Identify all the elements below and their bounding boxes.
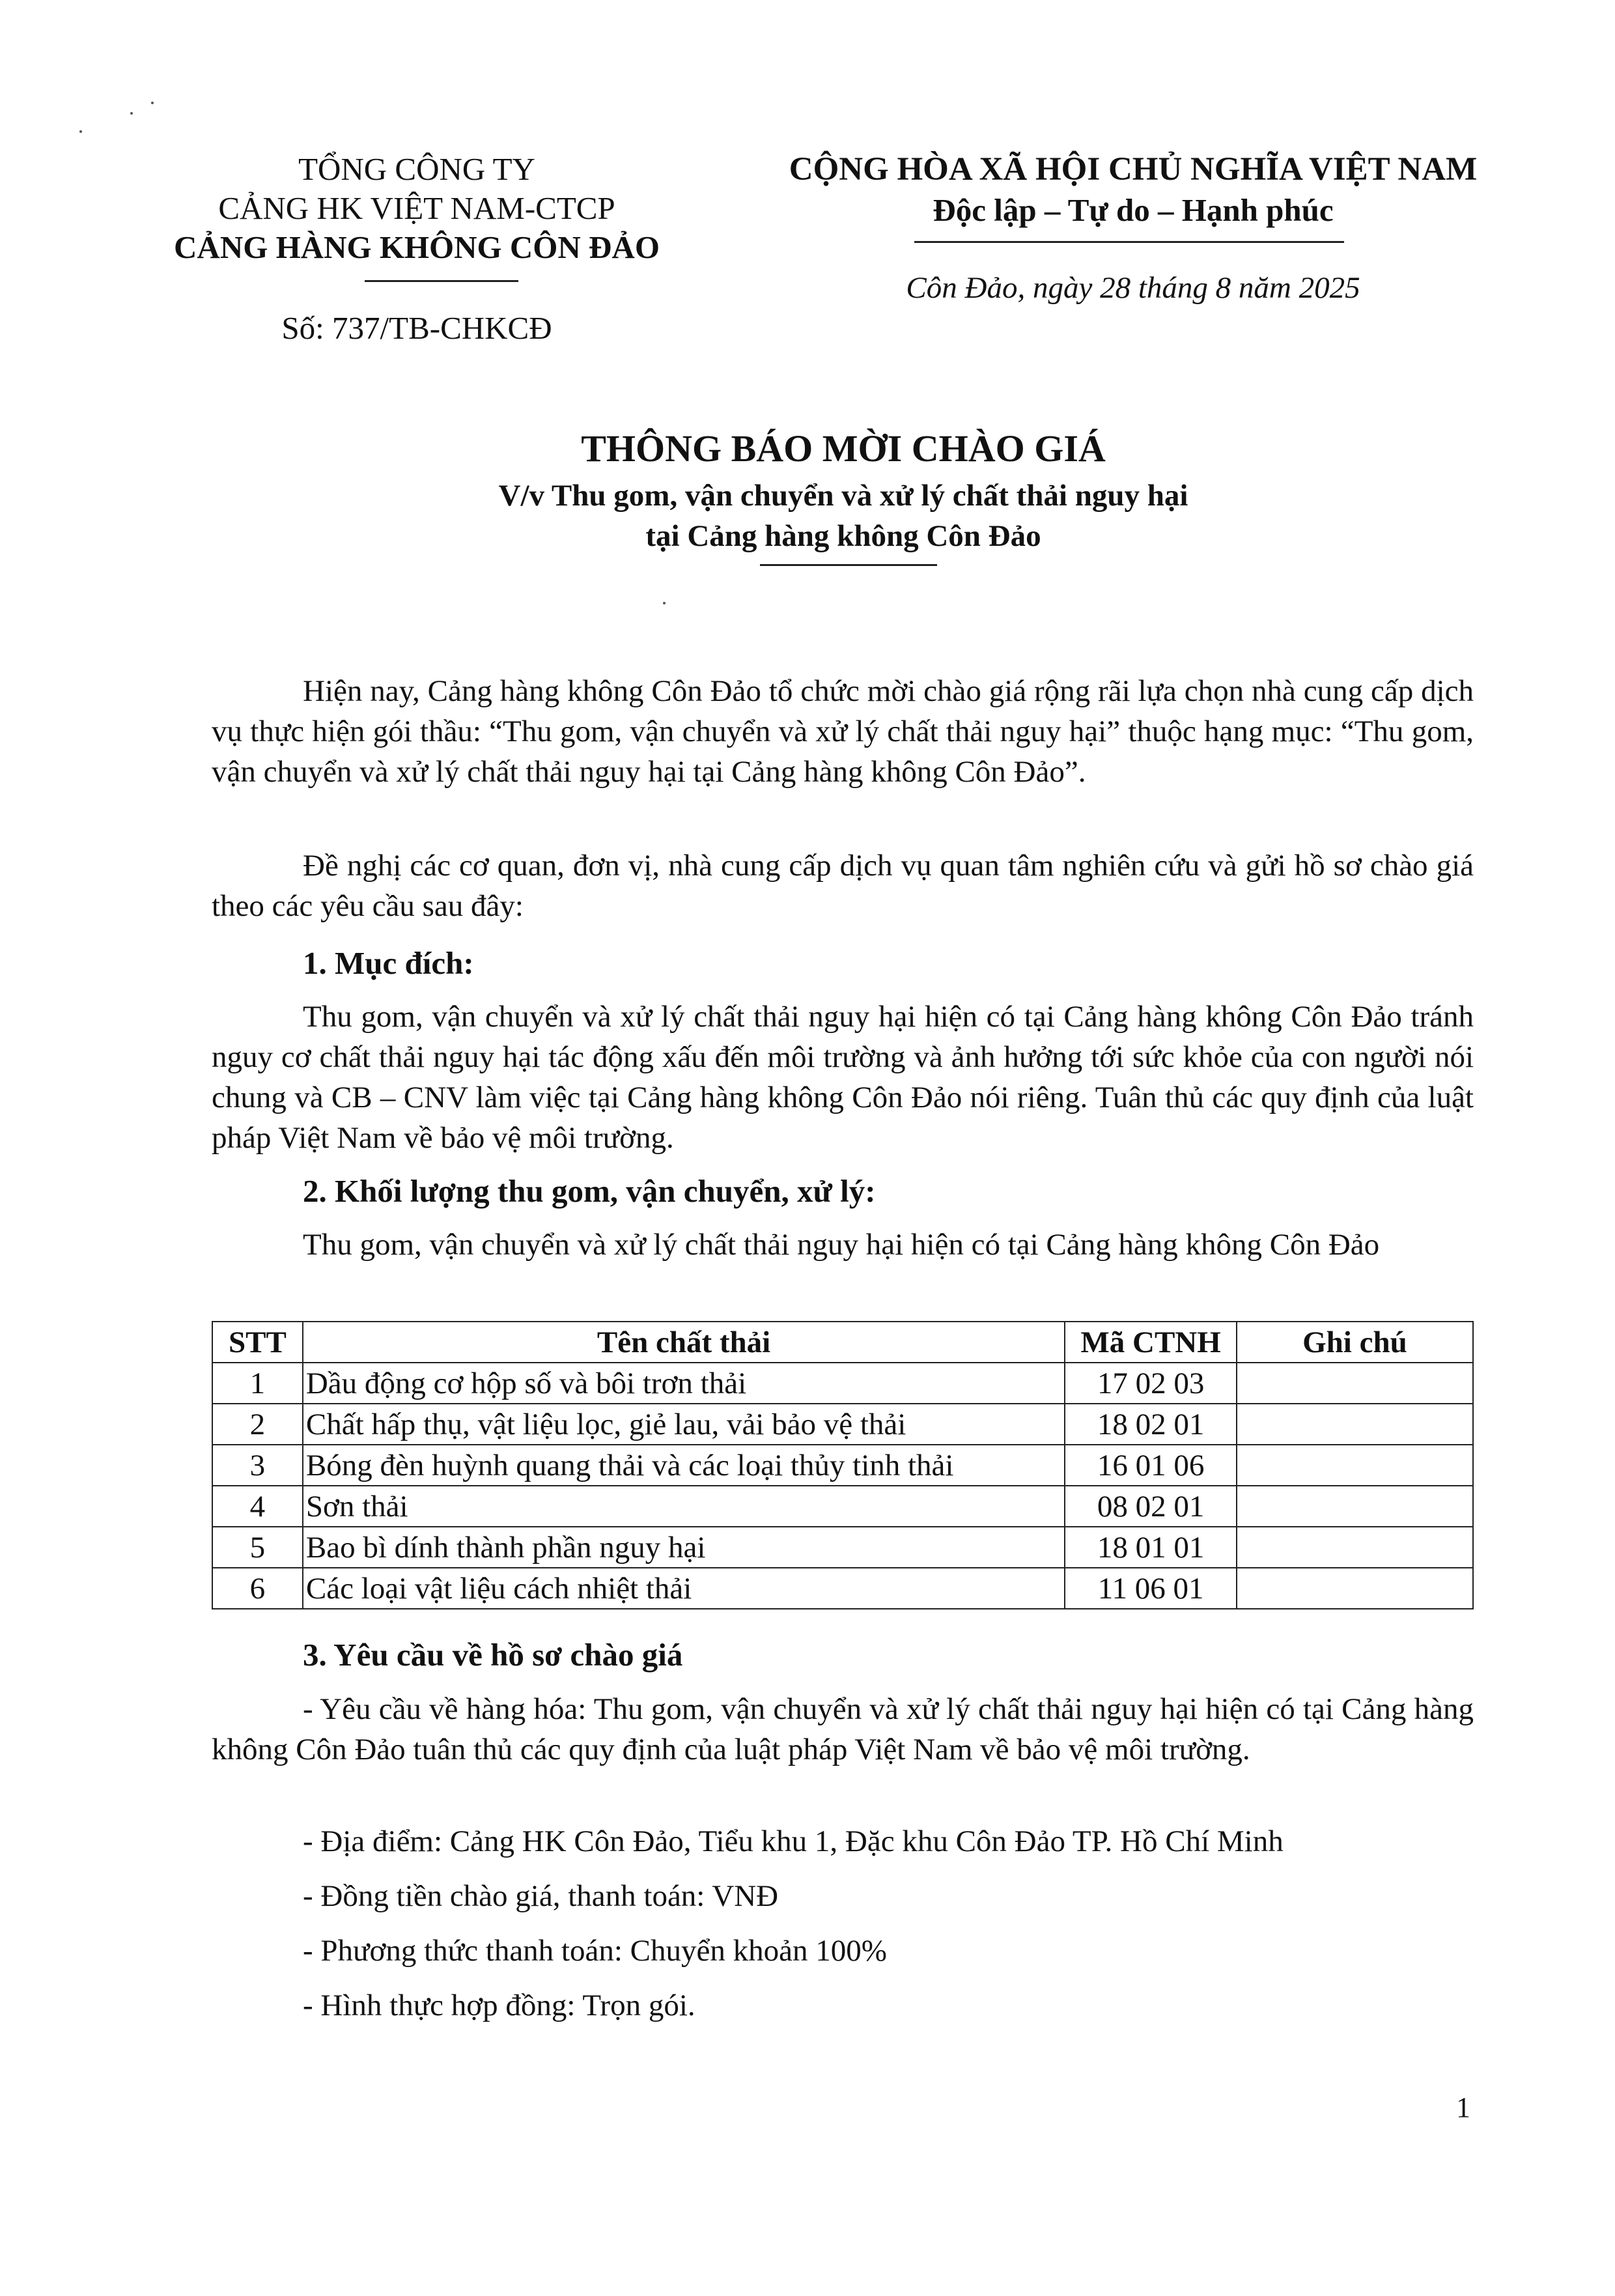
country-name: CỘNG HÒA XÃ HỘI CHỦ NGHĨA VIỆT NAM — [789, 151, 1478, 188]
section2-text: Thu gom, vận chuyển và xử lý chất thải nguy hại hiện có tại Cảng hàng không Côn Đảo — [303, 1228, 1380, 1262]
scan-speck — [79, 130, 82, 133]
table-row — [212, 1568, 1473, 1609]
cell-stt: 6 — [212, 1568, 303, 1609]
cell-waste-name: Chất hấp thụ, vật liệu lọc, giẻ lau, vải bảo vệ thải — [303, 1404, 1065, 1445]
cell-stt: 1 — [212, 1363, 303, 1404]
cell-waste-name: Các loại vật liệu cách nhiệt thải — [303, 1568, 1065, 1609]
intro-paragraph: Hiện nay, Cảng hàng không Côn Đảo tổ chức mời chào giá rộng rãi lựa chọn nhà cung cấp dịch vụ thực hiện gói thầu: “Thu gom, vận chuyển và xử lý chất thải nguy hại” thuộc hạng mục: “Thu gom, vận chuyển và xử lý chất thải nguy hại tại Cảng hàng không Côn Đảo”. — [212, 674, 1474, 789]
document-number: Số: 737/TB-CHKCĐ — [281, 310, 552, 346]
cell-ctnh-code: 18 01 01 — [1065, 1527, 1237, 1568]
cell-waste-name: Bóng đèn huỳnh quang thải và các loại thủy tinh thải — [303, 1445, 1065, 1486]
issuer-block — [130, 150, 703, 267]
national-motto: Độc lập – Tự do – Hạnh phúc — [933, 192, 1334, 228]
col-header-waste-name: Tên chất thải — [303, 1322, 1065, 1363]
requirement-location: - Địa điểm: Cảng HK Côn Đảo, Tiểu khu 1, Đặc khu Côn Đảo TP. Hồ Chí Minh — [303, 1824, 1284, 1858]
request-paragraph: Đề nghị các cơ quan, đơn vị, nhà cung cấp dịch vụ quan tâm nghiên cứu và gửi hồ sơ chào giá theo các yêu cầu sau đây: — [212, 849, 1474, 923]
requirement-goods: - Yêu cầu về hàng hóa: Thu gom, vận chuyển và xử lý chất thải nguy hại hiện có tại Cảng hàng không Côn Đảo tuân thủ các quy định của luật pháp Việt Nam về bảo vệ môi trường. — [212, 1692, 1474, 1766]
table-row — [212, 1445, 1473, 1486]
page-number: 1 — [1456, 2091, 1470, 2123]
cell-note — [1237, 1363, 1473, 1404]
table-row — [212, 1404, 1473, 1445]
scan-speck — [130, 112, 133, 115]
cell-note — [1237, 1486, 1473, 1527]
section2-heading: 2. Khối lượng thu gom, vận chuyển, xử lý: — [303, 1173, 876, 1209]
place-date: Côn Đảo, ngày 28 tháng 8 năm 2025 — [906, 271, 1360, 305]
cell-ctnh-code: 18 02 01 — [1065, 1404, 1237, 1445]
cell-stt: 2 — [212, 1404, 303, 1445]
cell-waste-name: Dầu động cơ hộp số và bôi trơn thải — [303, 1363, 1065, 1404]
waste-table — [212, 1321, 1474, 1609]
col-header-note: Ghi chú — [1237, 1322, 1473, 1363]
cell-stt: 3 — [212, 1445, 303, 1486]
cell-note — [1237, 1568, 1473, 1609]
requirement-contract: - Hình thực hợp đồng: Trọn gói. — [303, 1989, 695, 2022]
scan-speck — [151, 102, 154, 104]
col-header-stt: STT — [212, 1322, 303, 1363]
issuer-name: CẢNG HÀNG KHÔNG CÔN ĐẢO — [174, 229, 660, 265]
motto-underline — [914, 241, 1344, 243]
document-title: THÔNG BÁO MỜI CHÀO GIÁ — [581, 427, 1106, 470]
cell-ctnh-code: 11 06 01 — [1065, 1568, 1237, 1609]
subject-line2: tại Cảng hàng không Côn Đảo — [645, 519, 1041, 553]
cell-ctnh-code: 08 02 01 — [1065, 1486, 1237, 1527]
subject-line1: V/v Thu gom, vận chuyển và xử lý chất thải nguy hại — [498, 479, 1188, 513]
table-row — [212, 1486, 1473, 1527]
cell-stt: 4 — [212, 1486, 303, 1527]
scan-speck — [663, 602, 666, 604]
issuer-underline — [365, 280, 518, 282]
document-subject — [208, 475, 1478, 556]
cell-waste-name: Bao bì dính thành phần nguy hại — [303, 1527, 1065, 1568]
requirement-payment: - Phương thức thanh toán: Chuyển khoản 100% — [303, 1934, 887, 1968]
cell-stt: 5 — [212, 1527, 303, 1568]
cell-note — [1237, 1404, 1473, 1445]
col-header-ctnh-code: Mã CTNH — [1065, 1322, 1237, 1363]
title-underline — [760, 564, 937, 566]
issuer-parent-line2: CẢNG HK VIỆT NAM-CTCP — [218, 190, 615, 226]
cell-note — [1237, 1527, 1473, 1568]
requirement-currency: - Đồng tiền chào giá, thanh toán: VNĐ — [303, 1879, 779, 1913]
cell-ctnh-code: 16 01 06 — [1065, 1445, 1237, 1486]
table-row — [212, 1363, 1473, 1404]
section1-text: Thu gom, vận chuyển và xử lý chất thải nguy hại hiện có tại Cảng hàng không Côn Đảo tránh nguy cơ chất thải nguy hại tác động xấu đến môi trường và ảnh hưởng tới sức khỏe của con người nói chung và CB – CNV làm việc tại Cảng hàng không Côn Đảo nói riêng. Tuân thủ các quy định của luật pháp Việt Nam về bảo vệ môi trường. — [212, 1000, 1474, 1155]
table-row — [212, 1527, 1473, 1568]
section3-heading: 3. Yêu cầu về hồ sơ chào giá — [303, 1637, 683, 1673]
cell-ctnh-code: 17 02 03 — [1065, 1363, 1237, 1404]
national-header — [762, 149, 1504, 231]
cell-waste-name: Sơn thải — [303, 1486, 1065, 1527]
table-header-row — [212, 1322, 1473, 1363]
issuer-parent-line1: TỔNG CÔNG TY — [298, 151, 535, 187]
section1-heading: 1. Mục đích: — [303, 945, 474, 981]
cell-note — [1237, 1445, 1473, 1486]
